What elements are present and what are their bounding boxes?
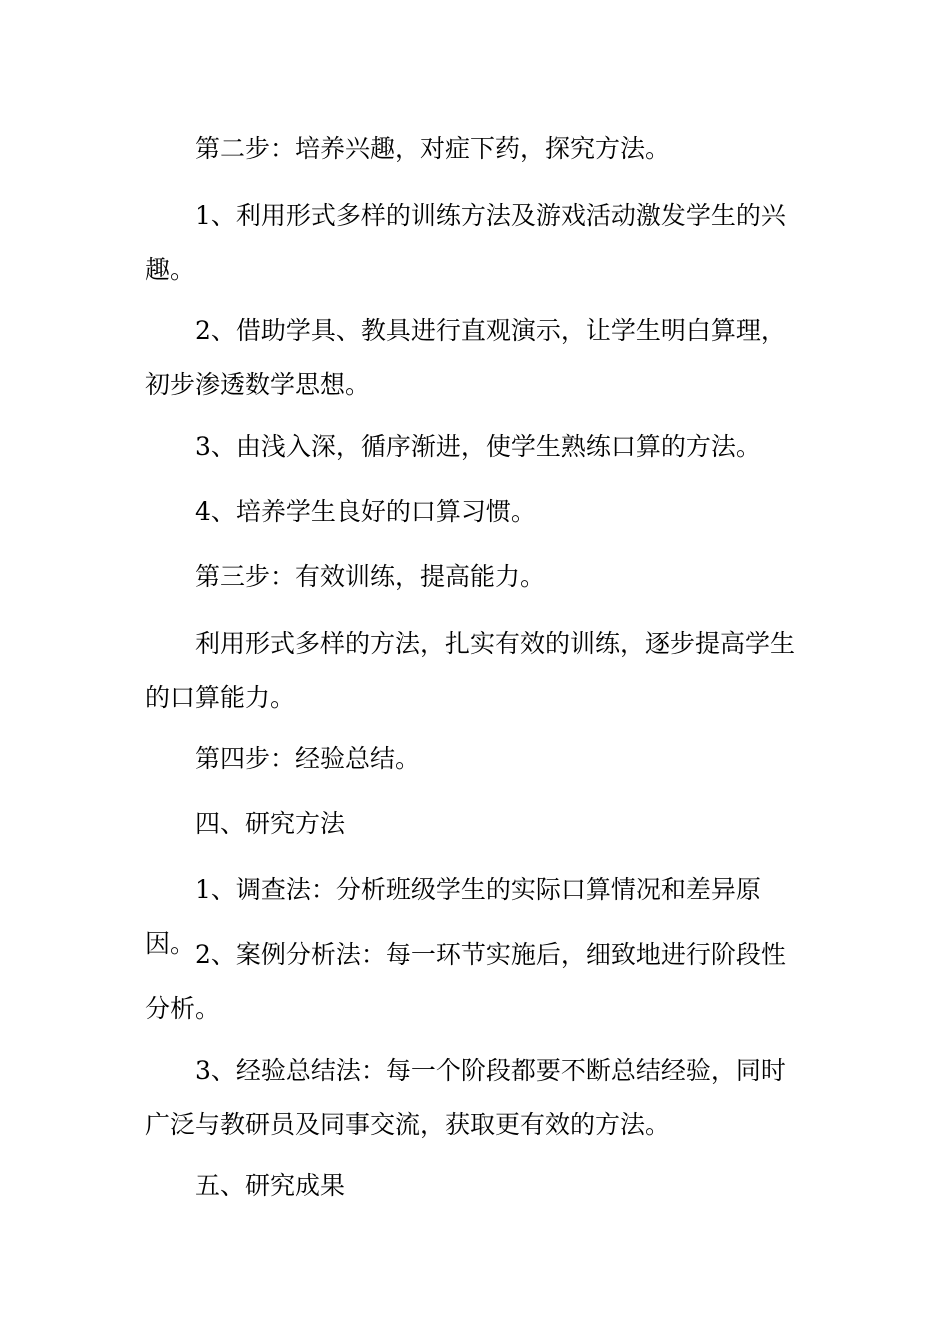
method-item-1: 1、调查法：分析班级学生的实际口算情况和差异原因。 <box>145 875 761 958</box>
step-three-heading: 第三步：有效训练，提高能力。 <box>195 562 546 591</box>
method-item-3: 3、经验总结法：每一个阶段都要不断总结经验，同时广泛与教研员及同事交流，获取更有效的方法。 <box>145 1056 786 1139</box>
step-two-item-1: 1、利用形式多样的训练方法及游戏活动激发学生的兴趣。 <box>145 201 786 284</box>
section-five-heading: 五、研究成果 <box>195 1171 346 1200</box>
step-two-heading: 第二步：培养兴趣，对症下药，探究方法。 <box>195 134 671 163</box>
step-three-text: 利用形式多样的方法，扎实有效的训练，逐步提高学生的口算能力。 <box>145 629 796 712</box>
method-item-2: 2、案例分析法：每一环节实施后，细致地进行阶段性分析。 <box>145 940 786 1023</box>
section-four-heading: 四、研究方法 <box>195 809 346 838</box>
step-two-item-2: 2、借助学具、教具进行直观演示，让学生明白算理，初步渗透数学思想。 <box>145 316 786 399</box>
step-two-item-4: 4、培养学生良好的口算习惯。 <box>195 497 536 526</box>
step-two-item-3: 3、由浅入深，循序渐进，使学生熟练口算的方法。 <box>195 432 761 461</box>
step-four-heading: 第四步：经验总结。 <box>195 744 421 773</box>
